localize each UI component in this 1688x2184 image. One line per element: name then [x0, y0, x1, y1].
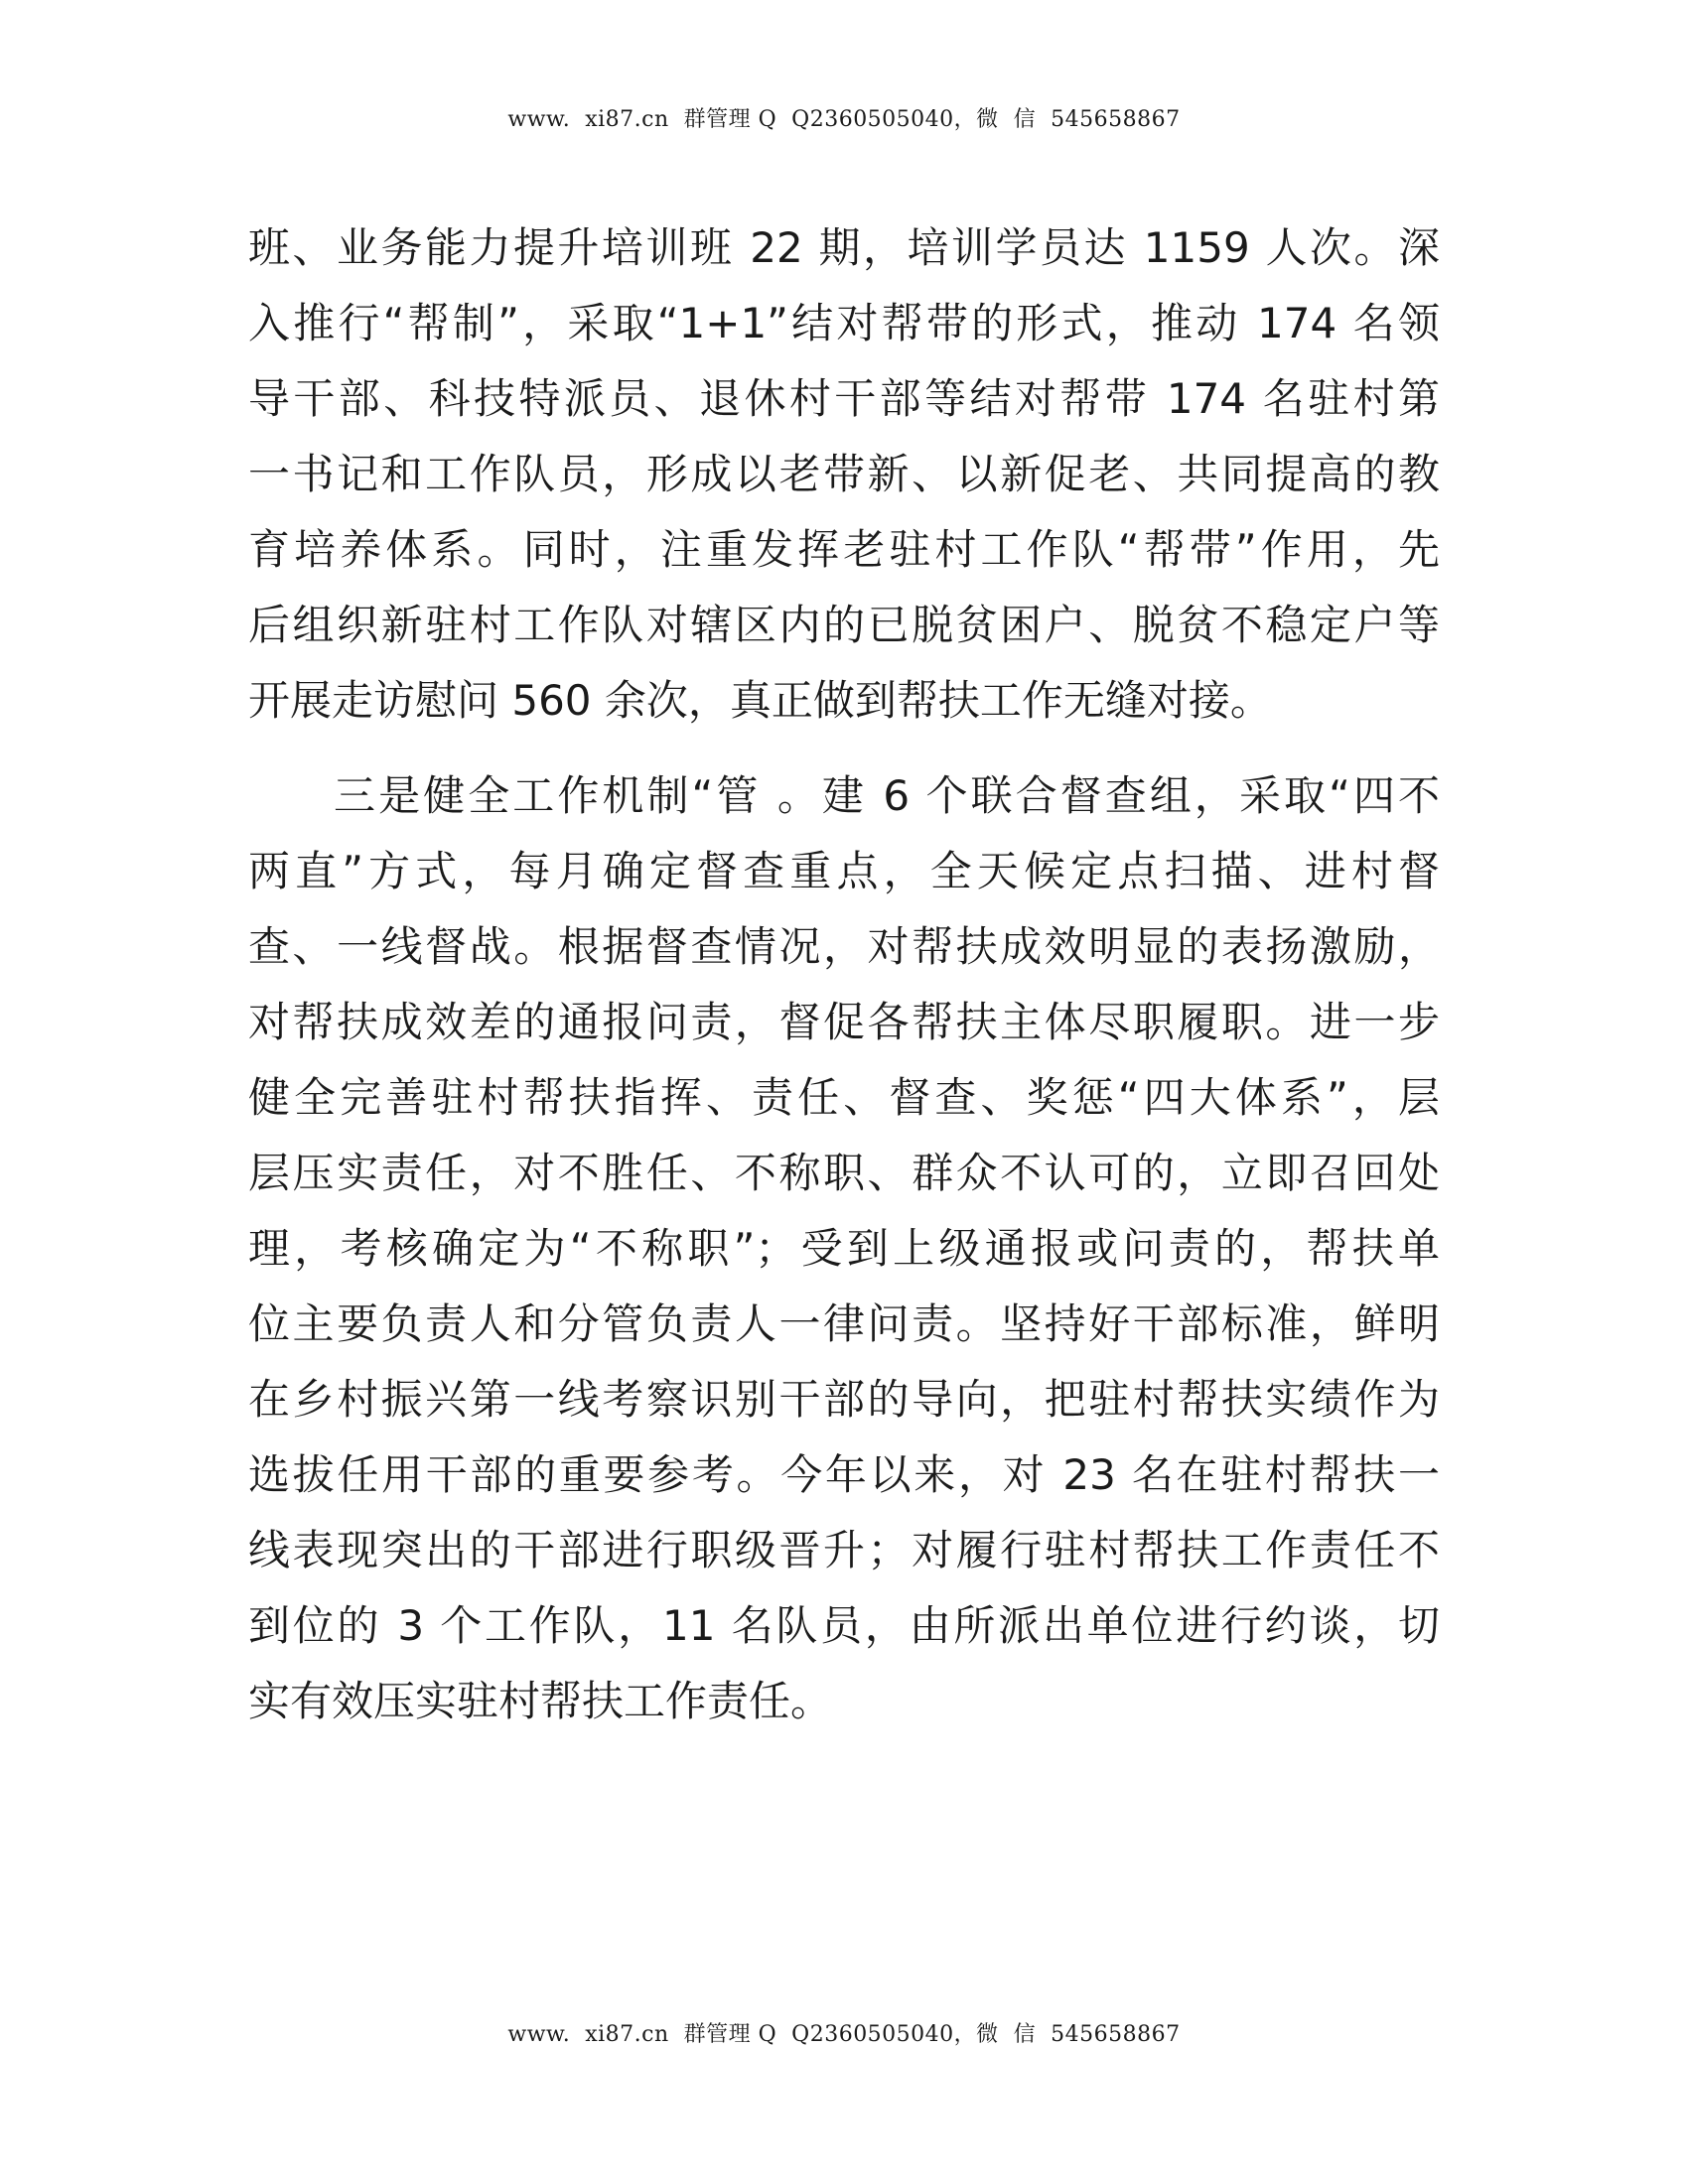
text-line: 层压实责任，对不胜任、不称职、群众不认可的，立即召回处	[248, 1149, 1440, 1197]
text-line: 班、业务能力提升培训班 22 期，培训学员达 1159 人次。深	[248, 223, 1440, 272]
paragraph-2	[248, 758, 1440, 1739]
text-line: 三是健全工作机制“管 。建 6 个联合督查组，采取“四不	[334, 771, 1440, 820]
text-line: 实有效压实驻村帮扶工作责任。	[248, 1677, 833, 1725]
text-line: 两直”方式，每月确定督查重点，全天候定点扫描、进村督	[248, 847, 1440, 895]
text-line: 理，考核确定为“不称职”；受到上级通报或问责的，帮扶单	[248, 1224, 1440, 1273]
text-line: 到位的 3 个工作队，11 名队员，由所派出单位进行约谈，切	[248, 1601, 1440, 1650]
text-line: 开展走访慰问 560 余次，真正做到帮扶工作无缝对接。	[248, 676, 1272, 725]
text-line: 育培养体系。同时，注重发挥老驻村工作队“帮带”作用，先	[248, 525, 1440, 574]
text-line: 在乡村振兴第一线考察识别干部的导向，把驻村帮扶实绩作为	[248, 1375, 1440, 1424]
paragraph-1	[248, 210, 1440, 739]
text-line: 对帮扶成效差的通报问责，督促各帮扶主体尽职履职。进一步	[248, 998, 1440, 1046]
text-line: 导干部、科技特派员、退休村干部等结对帮带 174 名驻村第	[248, 374, 1440, 423]
text-line: 入推行“帮制”，采取“1+1”结对帮带的形式，推动 174 名领	[248, 299, 1440, 347]
footer-watermark: www. xi87.cn 群管理 Q Q2360505040，微 信 545658867	[507, 2022, 1181, 2047]
header-watermark: www. xi87.cn 群管理 Q Q2360505040，微 信 545658867	[507, 107, 1181, 132]
text-line: 位主要负责人和分管负责人一律问责。坚持好干部标准，鲜明	[248, 1299, 1440, 1348]
document-body	[248, 210, 1440, 1739]
text-line: 选拔任用干部的重要参考。今年以来，对 23 名在驻村帮扶一	[248, 1450, 1440, 1499]
text-line: 后组织新驻村工作队对辖区内的已脱贫困户、脱贫不稳定户等	[248, 601, 1440, 649]
text-line: 线表现突出的干部进行职级晋升；对履行驻村帮扶工作责任不	[248, 1526, 1440, 1574]
text-line: 健全完善驻村帮扶指挥、责任、督查、奖惩“四大体系”，层	[248, 1073, 1440, 1122]
text-line: 查、一线督战。根据督查情况，对帮扶成效明显的表扬激励，	[248, 922, 1440, 971]
paragraph-gap	[248, 739, 1440, 758]
text-line: 一书记和工作队员，形成以老带新、以新促老、共同提高的教	[248, 450, 1440, 498]
